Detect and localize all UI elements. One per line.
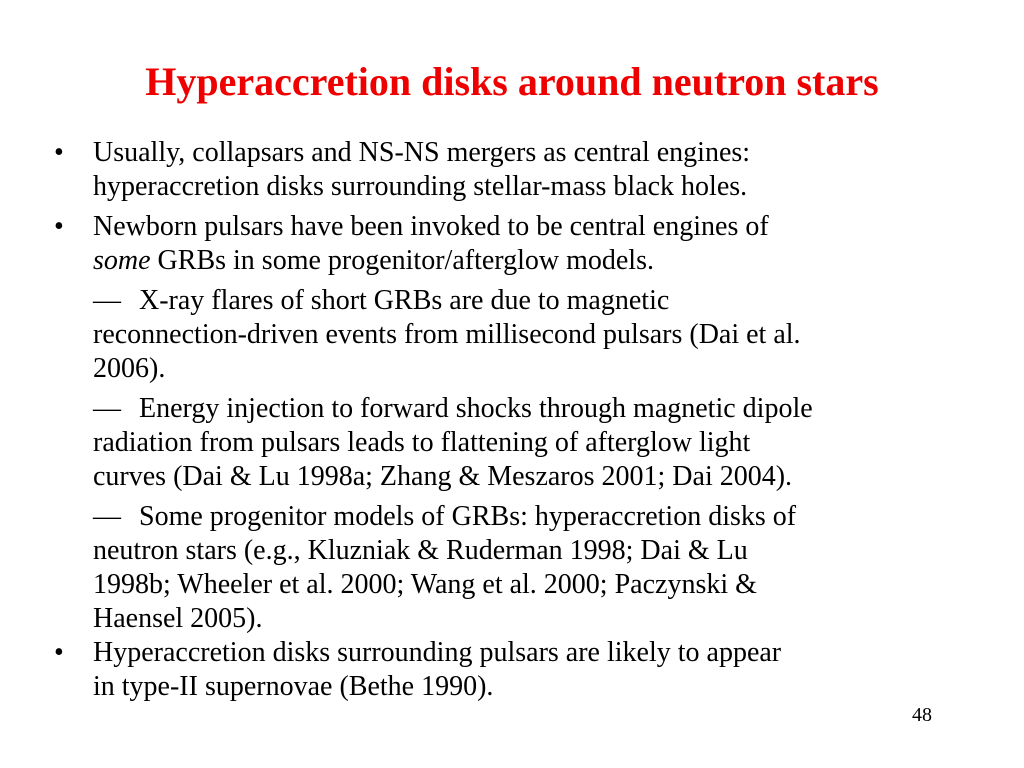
- sub-item-text-run: X-ray flares of short GRBs are due to magnetic: [139, 285, 670, 316]
- sub-item-text-line: Haensel 2005).: [93, 603, 263, 634]
- sub-item-text-line: [93, 392, 974, 426]
- emphasis-text: some: [93, 245, 151, 276]
- sub-item-text-line: [93, 284, 974, 318]
- bullet-text-line: Usually, collapsars and NS-NS mergers as central engines:: [93, 137, 751, 168]
- page-number: 48: [912, 704, 932, 726]
- sub-item-text-line: [93, 500, 974, 534]
- sub-item-text-line: radiation from pulsars leads to flattening of afterglow light: [93, 427, 751, 458]
- bullet-text-line: Hyperaccretion disks surrounding pulsars are likely to appear: [93, 637, 782, 668]
- bullet-text-line: [93, 244, 974, 278]
- bullet-marker: •: [54, 211, 64, 242]
- sub-item-text-line: reconnection-driven events from millisecond pulsars (Dai et al.: [93, 319, 801, 350]
- sub-item: [54, 500, 974, 636]
- bullet-item: [54, 210, 974, 278]
- bullet-text-line: hyperaccretion disks surrounding stellar-mass black holes.: [93, 171, 748, 202]
- sub-item: [54, 392, 974, 494]
- dash-marker: —: [93, 285, 121, 316]
- slide-title: Hyperaccretion disks around neutron stars: [145, 59, 879, 104]
- dash-marker: —: [93, 501, 121, 532]
- bullet-marker: •: [54, 637, 64, 668]
- sub-item-text-line: curves (Dai & Lu 1998a; Zhang & Meszaros 2001; Dai 2004).: [93, 461, 793, 492]
- bullet-marker: •: [54, 137, 64, 168]
- slide-body: [54, 136, 974, 704]
- sub-item-text-line: 2006).: [93, 353, 166, 384]
- sub-item-text-run: Energy injection to forward shocks through magnetic dipole: [139, 393, 813, 424]
- sub-item: [54, 284, 974, 386]
- bullet-text-run: GRBs in some progenitor/afterglow models.: [150, 245, 654, 276]
- dash-marker: —: [93, 393, 121, 424]
- bullet-text-line: in type-II supernovae (Bethe 1990).: [93, 671, 494, 702]
- sub-item-text-run: Some progenitor models of GRBs: hyperaccretion disks of: [139, 501, 797, 532]
- sub-item-text-line: neutron stars (e.g., Kluzniak & Ruderman 1998; Dai & Lu: [93, 535, 748, 566]
- bullet-text-line: Newborn pulsars have been invoked to be central engines of: [93, 211, 769, 242]
- sub-item-text-line: 1998b; Wheeler et al. 2000; Wang et al. 2000; Paczynski &: [93, 569, 757, 600]
- bullet-item: [54, 136, 974, 204]
- bullet-item: [54, 636, 974, 704]
